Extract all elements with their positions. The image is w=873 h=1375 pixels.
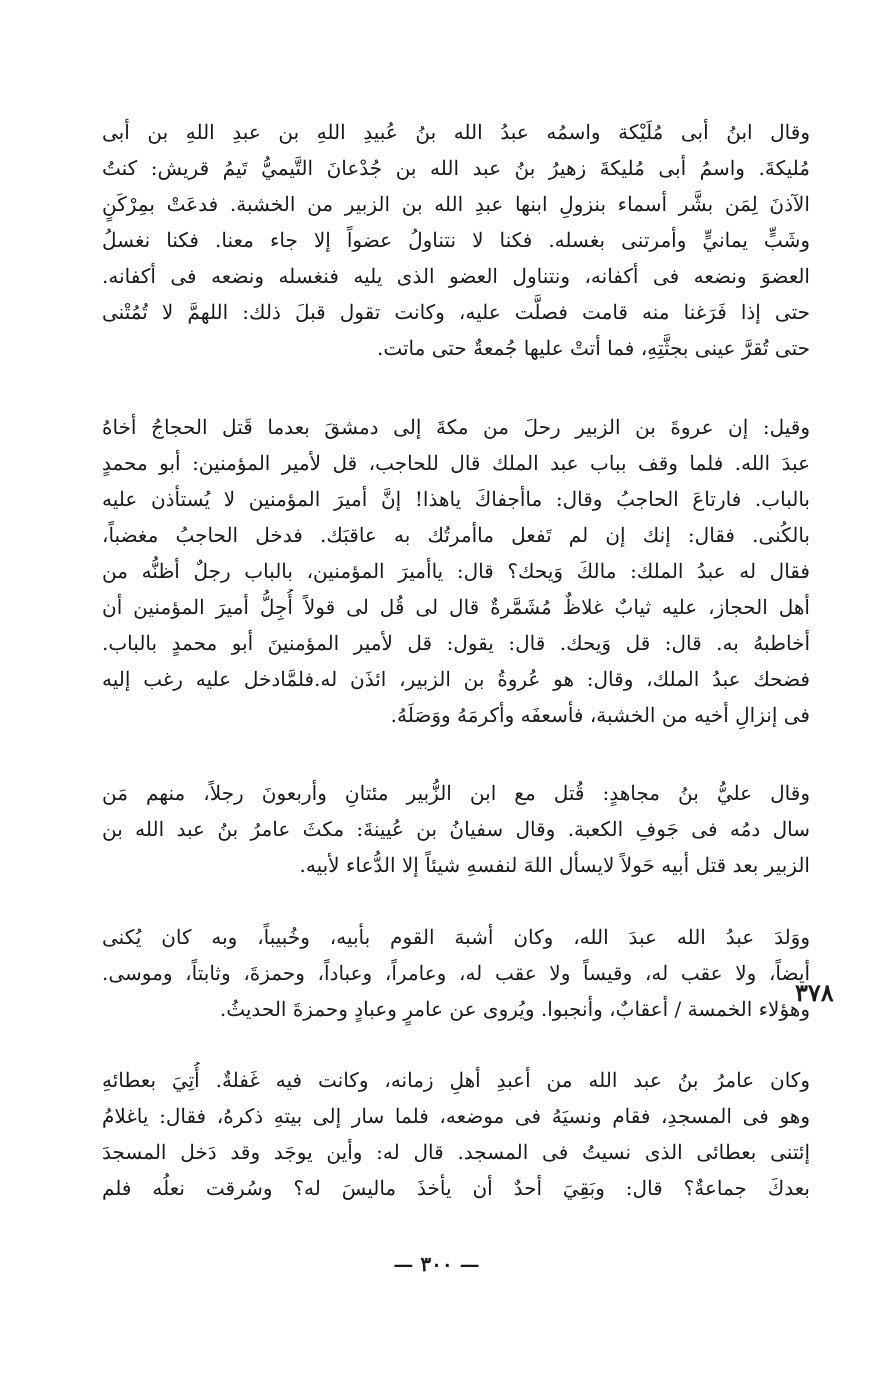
page-number: — ٣٠٠ — [393,1252,480,1276]
text-line: أيضاً، ولا عقب له، وقيساً ولا عقب له، وعامراً، وعباداً، وحمزةَ، وثابتاً، وموسى. [102,961,810,985]
paragraph [102,775,810,883]
text-line: وهؤلاء الخمسة / أعقابٌ، وأنجبوا. ويُروى عن عامرٍ وعبادٍ وحمزةَ الحديثُ. [219,997,810,1021]
text-line: عبدَ الله. فلما وقف بباب عبد الملك قال للحاجب، قل لأمير المؤمنين: أبو محمدٍ [102,451,810,475]
text-line: فى إنزالِ أخيه من الخشبة، فأسعفَه وأكرمَهُ ووَصَلَهُ. [390,703,810,727]
text-line: إئتنى بعطائى الذى نسيتُ فى المسجد. قال له: وأين يوجَد وقد دَخل المسجدَ [102,1140,810,1164]
text-line: فقال له عبدُ الملك: مالكَ وَيحك؟ قال: ياأميرَ المؤمنين، بالباب رجلٌ أظنُّه من [102,559,810,583]
text-line: وكان عامرُ بنُ عبد الله من أعبدِ أهلِ زمانه، وكانت فيه غَفلةٌ. أُتِيَ بعطائهِ [102,1068,810,1092]
text-line: وقيل: إن عروةَ بن الزبير رحلَ من مكةَ إلى دمشقَ بعدما قَتل الحجاجُ أخاهُ [102,415,810,439]
text-line: الزبير بعد قتل أبيه حَولاً لايسأل اللهَ لنفسهِ شيئاً إلا الدُّعاء لأبيه. [299,853,810,877]
text-line: أخاطبهُ به. قال: قل وَيحك. قال: يقول: قل لأمير المؤمنينَ أبو محمدٍ بالباب. [102,631,810,655]
paragraph [102,409,810,733]
text-line: أهل الحجاز، عليه ثيابٌ غلاظٌ مُشَمَّرةٌ قال لى قُل لى قولاً أُجِلُّ أميرَ المؤمنين أن [102,595,810,619]
text-line: بعدكَ جماعةٌ؟ قال: وبَقِيَ أحدٌ أن يأخذَ ماليسَ له؟ وسُرقت نعلُه فلم [102,1176,810,1200]
text-line: حتى إذا فَرَغنا منه قامت فصلَّت عليه، وكانت تقول قبلَ ذلك: اللهمَّ لا تُمُتْنى [102,300,810,324]
text-line: مُليكةَ. واسمُ أبى مُليكةَ زهيرُ بنُ عبد الله بن جُدْعانَ التَّيميُّ تَيمُ قريش: كنتُ [102,156,810,180]
text-line: وهو فى المسجدِ، فقام ونسيَهُ فى موضعه، فلما سار إلى بيتهِ ذكرهُ، فقال: ياغلامُ [102,1104,810,1128]
text-line: بالباب. فارتاعَ الحاجبُ وقال: ماأجفاكَ ياهذا! إنَّ أميرَ المؤمنين لا يُستأذن عليه [102,487,810,511]
text-line: ووَلدَ عبدُ الله عبدَ الله، وكان أشبهَ القوم بأبيه، وخُبيباً، وبه كان يُكنى [102,925,810,949]
text-line: العضوَ ونضعه فى أكفانه، ونتناول العضو الذى يليه فنغسله ونضعه فى أكفانه. [102,264,810,288]
text-line: حتى تُقرَّ عينى بجثَّتِهِ، فما أتتْ عليها جُمعةٌ حتى ماتت. [376,336,810,360]
text-line: وشَبٍّ يمانيٍّ وأمرتنى بغسله. فكنا لا نتناولُ عضواً إلا جاء معنا. فكنا نغسلُ [102,228,810,252]
text-line: سال دمُه فى جَوفِ الكعبة. وقال سفيانُ بن عُيينةَ: مكثَ عامرُ بنُ عبد الله بن [102,817,810,841]
paragraph [102,919,810,1027]
paragraph [102,1062,810,1206]
text-line: فضحك عبدُ الملك، وقال: هو عُروةُ بن الزبير، ائذَن له.فلمَّادخل عليه رغب إليه [102,667,810,691]
text-line: وقال عليُّ بنُ مجاهدٍ: قُتل مع ابن الزُّبير مئتانِ وأربعونَ رجلاً، منهم مَن [102,781,810,805]
margin-reference-number: ٣٧٨ [795,978,834,1007]
paragraph [102,114,810,366]
text-line: الآذنَ لِمَن بشَّر أسماء بنزولِ ابنها عبدِ الله بن الزبير من الخشبة. فدعَتْ بمِرْكَنٍ [102,192,810,216]
text-line: بالكُنى. فقال: إنك إن لم تَفعل ماأمرتُك به عاقبَك. فدخل الحاجبُ مغضباً، [102,523,810,547]
text-line: وقال ابنُ أبى مُلَيْكة واسمُه عبدُ الله بنُ عُبيدِ اللهِ بن عبدِ اللهِ بن أبى [102,120,810,144]
